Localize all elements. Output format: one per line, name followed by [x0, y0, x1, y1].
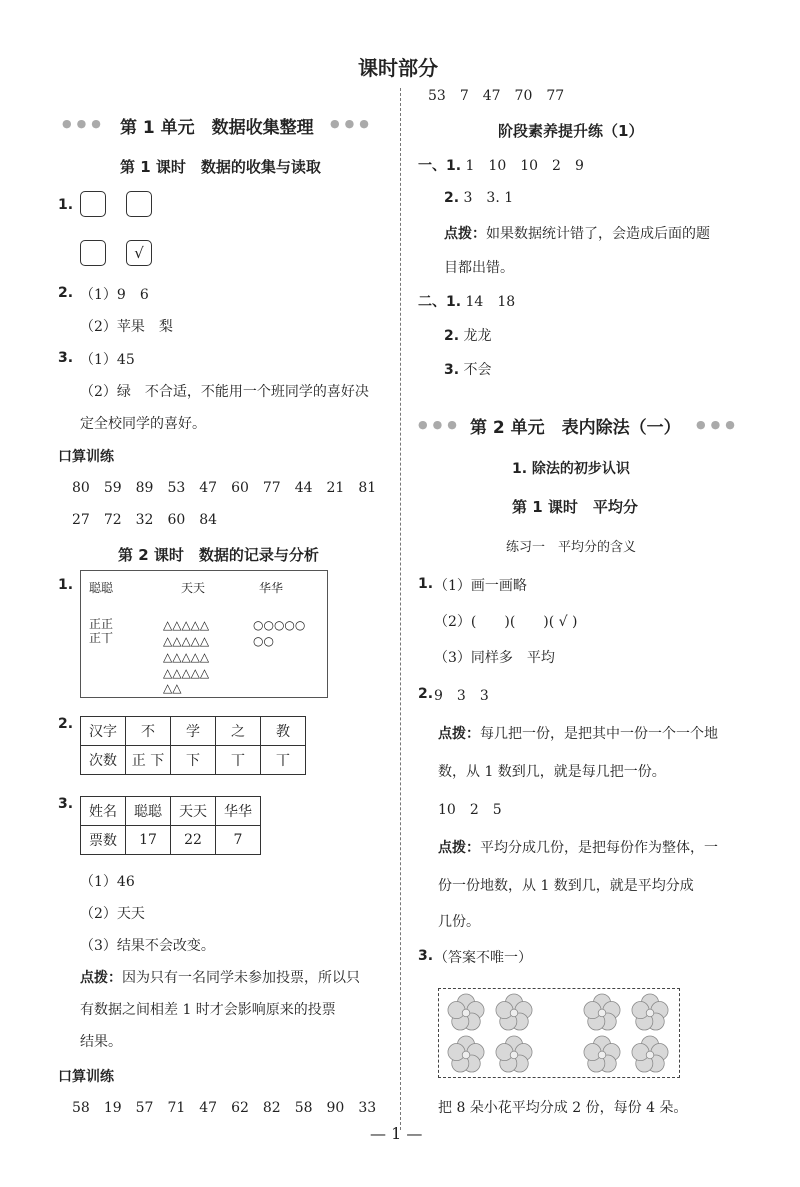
tally-name-1: 聪聪	[89, 581, 114, 595]
table2-cell: 学	[171, 717, 216, 746]
r-q1-number: 1.	[418, 576, 434, 592]
table3-cell: 22	[171, 826, 216, 855]
l2-q3-answer-1: （1）46	[80, 874, 135, 890]
part1-line-2	[444, 188, 513, 208]
lesson-title: 第 1 课时 平均分	[512, 498, 638, 516]
header-dots-left: ●●●	[418, 418, 462, 431]
tip-label: 点拨：	[438, 840, 480, 856]
unit1-header: 第 1 单元 数据收集整理	[120, 118, 314, 138]
part2-q3-number: 3.	[444, 362, 460, 378]
flower-icon	[495, 1035, 533, 1073]
part1-q2-number: 2.	[444, 190, 460, 206]
table2-cell: 之	[216, 717, 261, 746]
vote-count-table	[80, 796, 261, 855]
oral-training-label-1: 口算训练	[58, 449, 114, 465]
tip-2-line-1	[444, 224, 710, 244]
r-q2-answer-2: 10 2 5	[438, 802, 502, 818]
flower-icon	[495, 993, 533, 1031]
tip-label: 点拨：	[444, 226, 486, 242]
flower-icon	[583, 993, 621, 1031]
flower-icon	[447, 1035, 485, 1073]
tally-chart	[80, 570, 328, 698]
tip-4-line-3: 几份。	[438, 914, 480, 930]
tip-label: 点拨：	[80, 970, 122, 986]
tally-name-2: 天天	[181, 581, 206, 595]
tally-triangles-row-4: △△△△△	[163, 666, 210, 680]
q3-answer-2: （2）绿 不合适，不能用一个班同学的喜好决	[80, 384, 369, 400]
q1-number: 1.	[58, 197, 74, 213]
oral-training-row-1: 80 59 89 53 47 60 77 44 21 81	[72, 480, 377, 496]
stage-header: 阶段素养提升练（1）	[498, 122, 644, 140]
flower-icon	[447, 993, 485, 1031]
tip-1-line-3: 结果。	[80, 1034, 122, 1050]
oral-training-label-2: 口算训练	[58, 1069, 114, 1085]
table2-cell: 汉字	[81, 717, 126, 746]
l2-q3-answer-2: （2）天天	[80, 906, 145, 922]
r-q2-answer-1: 9 3 3	[434, 688, 489, 704]
tally-marks-1a: 正正	[89, 617, 114, 631]
table2-cell: 教	[261, 717, 306, 746]
q3-number: 3.	[58, 350, 74, 366]
table3-cell: 华华	[216, 797, 261, 826]
tally-triangles-row-2: △△△△△	[163, 634, 210, 648]
r-q1-answer-2: （2）( )( )( √ )	[434, 614, 578, 630]
tip-1-line-2: 有数据之间相差 1 时才会影响原来的投票	[80, 1002, 336, 1018]
page-number: — 1 —	[370, 1124, 423, 1143]
tip-text: 每几把一份，是把其中一份一个一个地	[480, 726, 718, 742]
part2-line-1	[418, 292, 515, 312]
unit2-header: 第 2 单元 表内除法（一）	[470, 418, 681, 438]
table3-cell: 票数	[81, 826, 126, 855]
q2-number: 2.	[58, 285, 74, 301]
tip-4-line-1	[438, 838, 718, 858]
l2-q3-number: 3.	[58, 796, 74, 812]
l2-q1-number: 1.	[58, 577, 74, 593]
l2-q2-number: 2.	[58, 716, 74, 732]
part1-q2-answer: 3 3. 1	[463, 190, 514, 206]
answer-box-1	[80, 191, 106, 217]
table3-cell: 聪聪	[126, 797, 171, 826]
header-dots-left: ●●●	[62, 117, 106, 130]
tip-text: 平均分成几份，是把每份作为整体，一	[480, 840, 718, 856]
flower-icon	[583, 1035, 621, 1073]
q3-answer-3: 定全校同学的喜好。	[80, 416, 206, 432]
r-q1-answer-3: （3）同样多 平均	[434, 650, 555, 666]
table2-cell: 次数	[81, 746, 126, 775]
table3-cell: 天天	[171, 797, 216, 826]
part1-line-1	[418, 156, 584, 176]
r-q3-caption: 把 8 朵小花平均分成 2 份，每份 4 朵。	[438, 1100, 688, 1116]
q3-answer-1: （1）45	[80, 352, 135, 368]
table2-cell: 下	[171, 746, 216, 775]
character-count-table	[80, 716, 306, 775]
part2-line-2	[444, 326, 492, 346]
table3-cell: 17	[126, 826, 171, 855]
oral-training-row-2: 27 72 32 60 84	[72, 512, 218, 528]
tally-name-3: 华华	[259, 581, 284, 595]
page-title: 课时部分	[358, 56, 438, 80]
part2-line-3	[444, 360, 492, 380]
r-q1-answer-1: （1）画一画略	[434, 578, 527, 594]
header-dots-right: ●●●	[696, 418, 740, 431]
tip-text: 因为只有一名同学未参加投票，所以只	[122, 970, 360, 986]
lesson2-title: 第 2 课时 数据的记录与分析	[118, 546, 319, 564]
r-q3-note: （答案不唯一）	[434, 950, 532, 966]
part2-q1-number: 二、1.	[418, 294, 462, 310]
tip-3-line-2: 数，从 1 数到几，就是每几把一份。	[438, 764, 666, 780]
tip-3-line-1	[438, 724, 718, 744]
table2-cell: 丅	[216, 746, 261, 775]
part1-q1-number: 一、1.	[418, 158, 462, 174]
practice-title: 练习一 平均分的含义	[506, 540, 637, 555]
tally-triangles-row-5: △△	[163, 681, 182, 695]
tally-triangles-row-1: △△△△△	[163, 618, 210, 632]
part2-q2-number: 2.	[444, 328, 460, 344]
tally-circles-row-1: ○○○○○	[253, 618, 306, 632]
column-divider	[400, 88, 401, 1130]
r-q3-number: 3.	[418, 948, 434, 964]
tip-1-line-1	[80, 968, 360, 988]
l2-q3-answer-3: （3）结果不会改变。	[80, 938, 215, 954]
continued-row: 53 7 47 70 77	[428, 88, 565, 104]
answer-box-2	[126, 191, 152, 217]
oral-training-row-3: 58 19 57 71 47 62 82 58 90 33	[72, 1100, 377, 1116]
flower-groups-box	[438, 988, 680, 1078]
part2-q2-answer: 龙龙	[463, 328, 492, 344]
q2-answer-2: （2）苹果 梨	[80, 319, 173, 335]
tip-4-line-2: 份一份地数，从 1 数到几，就是平均分成	[438, 878, 694, 894]
answer-box-3	[80, 240, 106, 266]
table2-cell: 丅	[261, 746, 306, 775]
flower-icon	[631, 1035, 669, 1073]
tally-circles-row-2: ○○	[253, 634, 274, 648]
table3-cell: 7	[216, 826, 261, 855]
tip-2-line-2: 目都出错。	[444, 260, 514, 276]
flower-icon	[631, 993, 669, 1031]
table2-cell: 正 下	[126, 746, 171, 775]
tip-label: 点拨：	[438, 726, 480, 742]
answer-box-checked: √	[126, 240, 152, 266]
table2-cell: 不	[126, 717, 171, 746]
lesson1-title: 第 1 课时 数据的收集与读取	[120, 158, 321, 176]
q2-answer-1: （1）9 6	[80, 287, 149, 303]
header-dots-right: ●●●	[330, 117, 374, 130]
part2-q1-answer: 14 18	[465, 294, 516, 310]
table3-cell: 姓名	[81, 797, 126, 826]
tally-marks-1b: 正丅	[89, 631, 114, 645]
tip-text: 如果数据统计错了，会造成后面的题	[486, 226, 710, 242]
r-q2-number: 2.	[418, 686, 434, 702]
part2-q3-answer: 不会	[463, 362, 492, 378]
section1-title: 1. 除法的初步认识	[512, 461, 630, 477]
part1-q1-answer: 1 10 10 2 9	[465, 158, 584, 174]
tally-triangles-row-3: △△△△△	[163, 650, 210, 664]
